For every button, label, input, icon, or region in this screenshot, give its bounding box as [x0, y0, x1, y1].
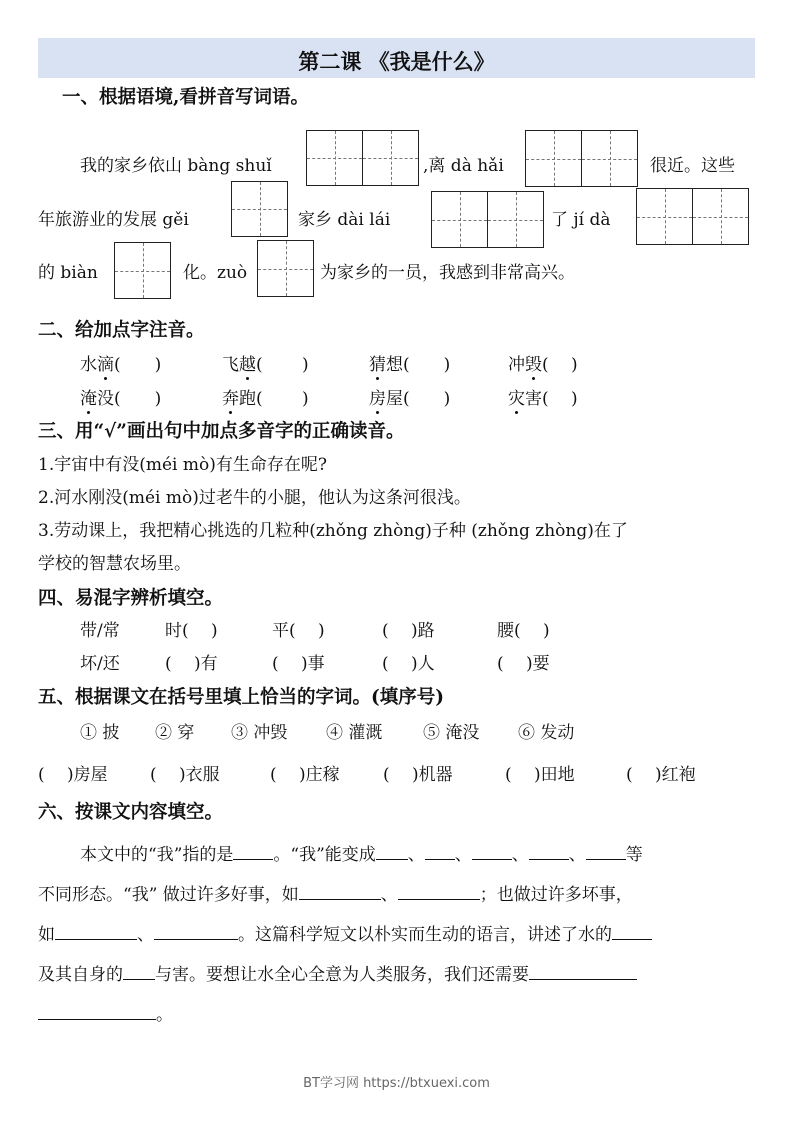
text: 平( ) [272, 621, 325, 641]
answer-item[interactable] [38, 764, 108, 786]
text: 坏/还 [80, 654, 120, 674]
text: ⑤ 淹没 [423, 723, 480, 743]
fill-blank[interactable] [233, 843, 273, 860]
fill-blank[interactable] [425, 843, 455, 860]
option-item [231, 722, 287, 744]
pinyin-item [369, 354, 450, 376]
text: 害 [525, 389, 542, 409]
text: ① 披 [80, 723, 120, 743]
text: 、 [407, 845, 425, 865]
text: 带/常 [80, 621, 120, 641]
fill-blank[interactable] [299, 883, 381, 900]
fill-item[interactable] [272, 620, 325, 642]
answer-paren[interactable]: ( ) [542, 389, 578, 409]
fill-blank[interactable] [55, 923, 137, 940]
text: 冲 [508, 355, 525, 375]
text: 等 [625, 845, 643, 865]
fill-blank[interactable] [472, 843, 512, 860]
text: 与害。要想让水全心全意为人类服务，我们还需要 [155, 965, 529, 985]
tianzige-box[interactable] [306, 130, 419, 186]
text: ( )红袍 [626, 765, 696, 785]
answer-item[interactable] [150, 764, 220, 786]
fill-item[interactable] [497, 620, 550, 642]
text: ( )衣服 [150, 765, 220, 785]
s3-line: 3.劳动课上，我把精心挑选的几粒种(zhǒng zhòng)子种 (zhǒng zhòng)在了 [38, 521, 628, 541]
section6-heading: 六、按课文内容填空。 [38, 802, 224, 823]
text: 腰( ) [497, 621, 550, 641]
text: 。这篇科学短文以朴实而生动的语言，讲述了水的 [238, 925, 612, 945]
fill-blank[interactable] [376, 843, 408, 860]
text: 屋 [386, 389, 403, 409]
text: ( )路 [382, 621, 435, 641]
text: 、 [137, 925, 154, 945]
pinyin-item [222, 388, 309, 410]
fill-item[interactable] [80, 653, 120, 675]
text: 及其自身的 [38, 965, 123, 985]
fill-item[interactable] [165, 620, 218, 642]
option-item [423, 722, 479, 744]
text: 、 [454, 845, 472, 865]
answer-paren[interactable]: ( ) [256, 355, 309, 375]
fill-blank[interactable] [529, 963, 637, 980]
s1-text: 的 biàn [38, 263, 98, 283]
section3-heading: 三、用“√”画出句中加点多音字的正确读音。 [38, 421, 405, 442]
s1-text: 我的家乡依山 bàng shuǐ [80, 156, 272, 176]
text: ② 穿 [155, 723, 195, 743]
answer-paren[interactable]: ( ) [403, 355, 451, 375]
text: 没 [97, 389, 114, 409]
s1-text: 很近。这些 [650, 156, 735, 176]
text: ⑥ 发动 [518, 723, 575, 743]
section1-heading: 一、根据语境,看拼音写词语。 [62, 87, 309, 108]
dotted-char: 毁 [525, 355, 542, 375]
tianzige-box[interactable] [257, 240, 314, 297]
s1-text: 为家乡的一员，我感到非常高兴。 [320, 263, 575, 283]
fill-item[interactable] [497, 653, 550, 675]
section5-heading: 五、根据课文在括号里填上恰当的字词。(填序号) [38, 687, 445, 708]
pinyin-item [80, 388, 161, 410]
text: 、 [568, 845, 586, 865]
dotted-char: 越 [239, 355, 256, 375]
pinyin-item [222, 354, 309, 376]
option-item [155, 722, 194, 744]
s6-line3 [38, 923, 652, 946]
dotted-char: 房 [369, 389, 386, 409]
s1-text: ,离 dà hǎi [423, 156, 504, 176]
fill-item[interactable] [382, 653, 435, 675]
dotted-char: 猜 [369, 355, 386, 375]
s1-text: 年旅游业的发展 gěi [38, 210, 189, 230]
text: 。“我”能变成 [273, 845, 376, 865]
page-title: 第二课 《我是什么》 [298, 49, 495, 74]
s6-line2 [38, 883, 633, 906]
tianzige-box[interactable] [114, 242, 171, 299]
s1-text: 化。zuò [183, 263, 248, 283]
text: 、 [380, 885, 398, 905]
tianzige-box[interactable] [431, 191, 544, 248]
pinyin-item [369, 388, 450, 410]
fill-blank[interactable] [612, 923, 652, 940]
text: ( )庄稼 [270, 765, 340, 785]
text: 时( ) [165, 621, 218, 641]
text: 不同形态。“我” 做过许多好事，如 [38, 885, 299, 905]
fill-blank[interactable] [586, 843, 626, 860]
text: ( )要 [497, 654, 550, 674]
footer-site: BT学习网 https://btxuexi.com [303, 1076, 490, 1091]
s3-line: 1.宇宙中有没(méi mò)有生命存在呢? [38, 455, 327, 475]
text: ( )田地 [505, 765, 575, 785]
text: ( )机器 [383, 765, 453, 785]
s1-text: 家乡 dài lái [298, 210, 391, 230]
fill-blank[interactable] [38, 1003, 156, 1020]
text: 跑 [239, 389, 256, 409]
answer-item[interactable] [270, 764, 340, 786]
text: 本文中的“我”指的是 [80, 845, 234, 865]
answer-paren[interactable]: ( ) [542, 355, 578, 375]
text: 想 [386, 355, 403, 375]
dotted-char: 灾 [508, 389, 525, 409]
text: ( )人 [382, 654, 435, 674]
answer-paren[interactable]: ( ) [114, 355, 162, 375]
fill-blank[interactable] [529, 843, 569, 860]
section2-heading: 二、给加点字注音。 [38, 320, 205, 341]
s6-line1 [80, 843, 643, 866]
s6-line5 [38, 1003, 173, 1026]
fill-blank[interactable] [123, 963, 155, 980]
answer-item[interactable] [383, 764, 453, 786]
answer-paren[interactable]: ( ) [256, 389, 309, 409]
tianzige-box[interactable] [231, 181, 288, 237]
option-item [80, 722, 119, 744]
fill-item[interactable] [272, 653, 325, 675]
answer-item[interactable] [626, 764, 696, 786]
fill-blank[interactable] [154, 923, 238, 940]
pinyin-item [80, 354, 161, 376]
option-item [326, 722, 382, 744]
fill-item[interactable] [165, 653, 218, 675]
s3-line: 学校的智慧农场里。 [38, 554, 191, 574]
text: 如 [38, 925, 55, 945]
option-item [518, 722, 574, 744]
tianzige-box[interactable] [636, 188, 749, 245]
text: 水 [80, 355, 97, 375]
text: ( )事 [272, 654, 325, 674]
text: ④ 灌溉 [326, 723, 383, 743]
fill-blank[interactable] [398, 883, 480, 900]
tianzige-box[interactable] [525, 130, 638, 187]
fill-item[interactable] [80, 620, 120, 642]
text: ③ 冲毁 [231, 723, 288, 743]
pinyin-item [508, 388, 578, 410]
s1-text: 了 jí dà [551, 210, 611, 230]
answer-paren[interactable]: ( ) [114, 389, 162, 409]
s6-line4 [38, 963, 637, 986]
section4-heading: 四、易混字辨析填空。 [38, 588, 224, 609]
title-bar [38, 38, 755, 78]
dotted-char: 淹 [80, 389, 97, 409]
answer-paren[interactable]: ( ) [403, 389, 451, 409]
fill-item[interactable] [382, 620, 435, 642]
dotted-char: 奔 [222, 389, 239, 409]
text: ( )房屋 [38, 765, 108, 785]
text: 。 [156, 1005, 173, 1025]
text: 飞 [222, 355, 239, 375]
answer-item[interactable] [505, 764, 575, 786]
text: ；也做过许多坏事， [479, 885, 633, 905]
text: ( )有 [165, 654, 218, 674]
text: 、 [511, 845, 529, 865]
pinyin-item [508, 354, 578, 376]
dotted-char: 滴 [97, 355, 114, 375]
s3-line: 2.河水刚没(méi mò)过老牛的小腿，他认为这条河很浅。 [38, 488, 471, 508]
